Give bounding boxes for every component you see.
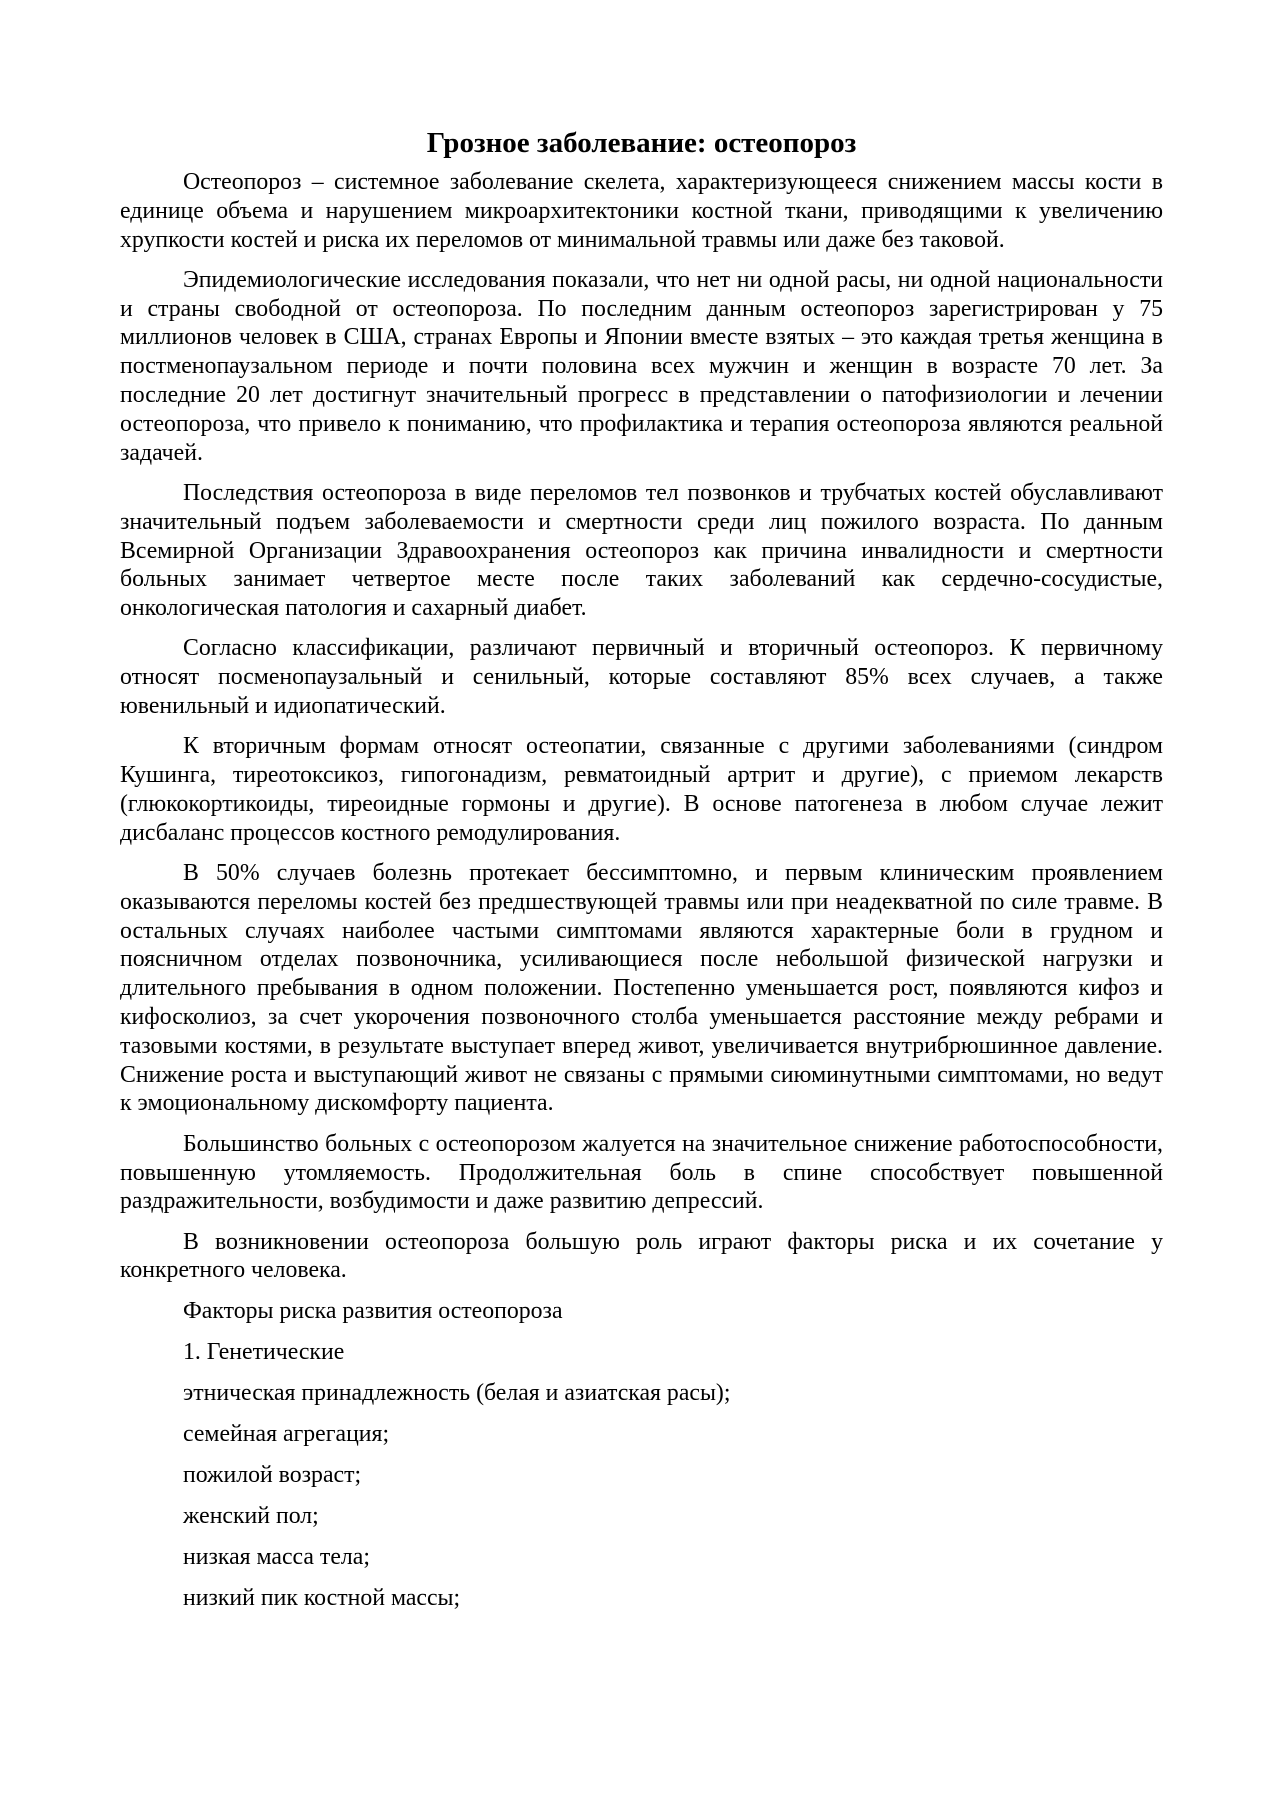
- paragraph-definition: Остеопороз – системное заболевание скелета, характеризующееся снижением массы кости в единице объема и нарушением микроархитектоники костной ткани, приводящими к увеличению хрупкости костей и риска их переломов от минимальной травмы или даже без таковой.: [120, 169, 1163, 253]
- list-item: женский пол;: [183, 1502, 319, 1529]
- list-item: пожилой возраст;: [183, 1461, 362, 1488]
- paragraph-epidemiology: Эпидемиологические исследования показали, что нет ни одной расы, ни одной национальности и страны свободной от остеопороза. По последним данным остеопороз зарегистрирован у 75 миллионов человек в США, странах Европы и Японии вместе взятых – это каждая третья женщина в постменопаузальном периоде и почти половина всех мужчин и женщин в возрасте 70 лет. За последние 20 лет достигнут значительный прогресс в представлении о патофизиологии и лечении остеопороза, что привело к пониманию, что профилактика и терапия остеопороза являются реальной задачей.: [120, 266, 1163, 466]
- paragraph-complaints: Большинство больных с остеопорозом жалуется на значительное снижение работоспособности, повышенную утомляемость. Продолжительная боль в спине способствует повышенной раздражительности, возбудимости и даже развитию депрессий.: [120, 1130, 1163, 1215]
- list-item: низкий пик костной массы;: [183, 1584, 461, 1611]
- paragraph-risk-intro: В возникновении остеопороза большую роль играют факторы риска и их сочетание у конкретного человека.: [120, 1228, 1163, 1284]
- genetic-factors-list: [120, 1379, 1163, 1613]
- genetic-factors-heading: 1. Генетические: [183, 1338, 345, 1365]
- paragraph-secondary-forms: К вторичным формам относят остеопатии, связанные с другими заболеваниями (синдром Кушинга, тиреотоксикоз, гипогонадизм, ревматоидный артрит и другие), с приемом лекарств (глюкокортикоиды, тиреоидные гормоны и другие). В основе патогенеза в любом случае лежит дисбаланс процессов костного ремодулирования.: [120, 733, 1163, 846]
- paragraph-symptoms: В 50% случаев болезнь протекает бессимптомно, и первым клиническим проявлением оказываются переломы костей без предшествующей травмы или при неадекватной по силе травме. В остальных случаях наиболее частыми симптомами являются характерные боли в грудном и поясничном отделах позвоночника, усиливающиеся после небольшой физической нагрузки и длительного пребывания в одном положении. Постепенно уменьшается рост, появляются кифоз и кифосколиоз, за счет укорочения позвоночного столба уменьшается расстояние между ребрами и тазовыми костями, в результате выступает вперед живот, увеличивается внутрибрюшинное давление. Снижение роста и выступающий живот не связаны с прямыми сиюминутными симптомами, но ведут к эмоциональному дискомфорту пациента.: [120, 860, 1163, 1117]
- document-title: Грозное заболевание: остеопороз: [426, 127, 857, 159]
- list-item: этническая принадлежность (белая и азиатская расы);: [183, 1379, 731, 1406]
- list-item: низкая масса тела;: [183, 1543, 370, 1570]
- risk-factors-heading: Факторы риска развития остеопороза: [183, 1297, 563, 1324]
- list-item: семейная агрегация;: [183, 1420, 390, 1447]
- paragraph-consequences: Последствия остеопороза в виде переломов тел позвонков и трубчатых костей обуславливают значительный подъем заболеваемости и смертности среди лиц пожилого возраста. По данным Всемирной Организации Здравоохранения остеопороз как причина инвалидности и смертности больных занимает четвертое месте после таких заболеваний как сердечно-сосудистые, онкологическая патология и сахарный диабет.: [120, 479, 1163, 622]
- paragraph-classification: Согласно классификации, различают первичный и вторичный остеопороз. К первичному относят посменопаузальный и сенильный, которые составляют 85% всех случаев, а также ювенильный и идиопатический.: [120, 635, 1163, 720]
- document-page: [120, 120, 1163, 1625]
